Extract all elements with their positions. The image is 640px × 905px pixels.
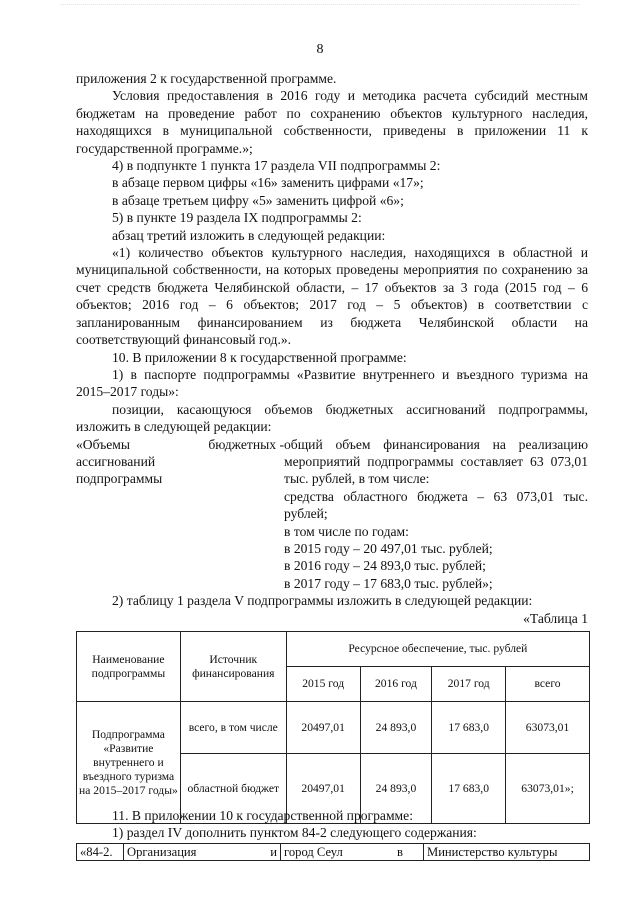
passport-label-text: «Объемы [76,436,130,452]
after-table-text [76,807,588,842]
value-cell: 20497,01 [286,754,360,824]
passport-label-text: подпрограммы [76,471,163,487]
source-cell: всего, в том числе [180,702,286,754]
paragraph: позиции, касающуюся объемов бюджетных ассигнований подпрограммы, изложить в следующей редакции: [76,401,588,435]
table-intro: 2) таблицу 1 раздела V подпрограммы изложить в следующей редакции: [112,593,533,609]
table-caption: «Таблица 1 [523,610,588,626]
paragraph: 10. В приложении 8 к государственной программе: [112,349,407,365]
passport-line: в 2016 году – 24 893,0 тыс. рублей; [284,558,486,574]
paragraph: абзац третий изложить в следующей редакции: [112,227,386,243]
bottom-table [76,843,590,861]
passport-line: в 2017 году – 17 683,0 тыс. рублей»; [284,575,493,591]
text-cell: Министерство культуры [424,844,590,861]
value-cell: 17 683,0 [432,702,506,754]
text-cell: город Сеул [281,844,378,861]
paragraph: Условия предоставления в 2016 году и методика расчета субсидий местным бюджетам на проведение работ по сохранению объектов культурного наследия, находящихся в муниципальной собственности, приведены в приложении 11 к государственной программе.»; [76,88,588,156]
source-cell: областной бюджет [180,754,286,824]
table-row [77,702,590,754]
header-year: 2015 год [286,667,360,702]
paragraph: 4) в подпункте 1 пункта 17 раздела VII подпрограммы 2: [112,158,441,174]
table-row [77,844,590,861]
passport-line: в том числе по годам: [284,523,409,539]
passport-line: в 2015 году – 20 497,01 тыс. рублей; [284,540,493,556]
header-year: 2016 год [360,667,432,702]
header-source: Источник финансирования [180,632,286,702]
document-body [76,70,588,627]
value-cell: 17 683,0 [432,754,506,824]
passport-line: средства областного бюджета – 63 073,01 тыс. рублей; [284,488,588,522]
passport-line: общий объем финансирования на реализацию мероприятий подпрограммы составляет 63 073,01 тыс. рублей, в том числе: [284,436,588,487]
paragraph: «1) количество объектов культурного наследия, находящихся в областной и муниципальной собственности, на которых проведены мероприятия по сохранению за счет средств бюджета Челябинской области, – 17 объектов за 3 года (2015 год – 6 объектов; 2016 год – 6 объектов; 2017 год – 5 объектов) в соответствии с запланированным финансированием из бюджета Челябинской области на соответствующий финансовый год.». [76,245,588,348]
paragraph: в абзаце первом цифры «16» заменить цифрами «17»; [112,175,424,191]
page-number: 8 [316,42,324,57]
header-total: всего [506,667,590,702]
passport-label-text: бюджетных - [208,436,284,452]
passport-block [76,436,588,593]
paragraph: 1) раздел IV дополнить пунктом 84-2 следующего содержания: [112,825,477,841]
header-resource-group: Ресурсное обеспечение, тыс. рублей [286,632,589,667]
paragraph: 11. В приложении 10 к государственной программе: [112,808,413,823]
value-cell: 24 893,0 [360,702,432,754]
header-year: 2017 год [432,667,506,702]
text-cell: и [260,844,281,861]
paragraph: 1) в паспорте подпрограммы «Развитие внутреннего и въездного туризма на 2015–2017 годы»: [76,366,588,400]
paragraph: приложения 2 к государственной программе. [76,71,337,86]
header-program-name: Наименование подпрограммы [77,632,181,702]
text-cell: Организация [124,844,261,861]
resource-table [76,631,590,824]
passport-label-text: ассигнований [76,453,156,469]
passport-content [284,436,588,593]
value-cell: 20497,01 [286,702,360,754]
program-name-cell: Подпрограмма «Развитие внутреннего и въездного туризма на 2015–2017 годы» [77,702,181,824]
passport-label [76,436,284,593]
paragraph: в абзаце третьем цифру «5» заменить цифрой «6»; [112,192,404,208]
item-number-cell: «84-2. [77,844,124,861]
paragraph: 5) в пункте 19 раздела IX подпрограммы 2: [112,210,362,226]
value-cell: 63073,01»; [506,754,590,824]
scan-artifact [60,4,580,7]
value-cell: 63073,01 [506,702,590,754]
value-cell: 24 893,0 [360,754,432,824]
text-cell: в [377,844,424,861]
